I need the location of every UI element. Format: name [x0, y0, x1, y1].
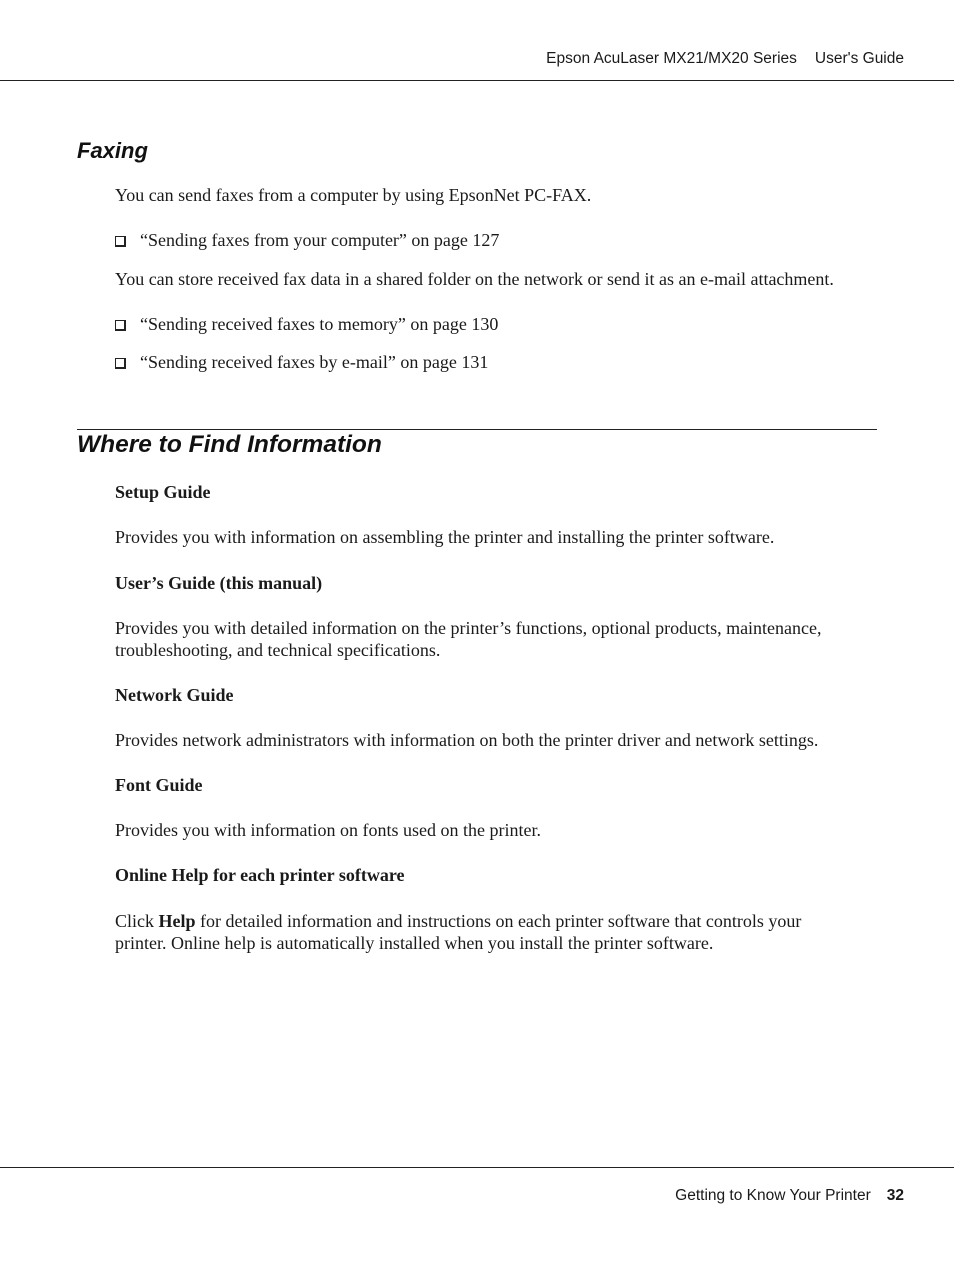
- faxing-para-2: You can store received fax data in a shared folder on the network or send it as an e-mail attachment.: [115, 269, 834, 289]
- network-guide-title: Network Guide: [115, 685, 234, 705]
- users-guide-desc-line1: Provides you with detailed information on the printer’s functions, optional products, maintenance,: [115, 618, 822, 638]
- network-guide-desc: Provides network administrators with information on both the printer driver and network settings.: [115, 730, 819, 750]
- footer-rule: [0, 1167, 954, 1168]
- setup-guide-desc: Provides you with information on assembling the printer and installing the printer software.: [115, 527, 775, 547]
- online-help-desc: [115, 910, 880, 954]
- faxing-link-1-text[interactable]: “Sending faxes from your computer” on page 127: [140, 230, 500, 250]
- online-line2: printer. Online help is automatically installed when you install the printer software.: [115, 933, 714, 953]
- header-rule: [0, 80, 954, 81]
- users-guide-desc: [115, 617, 880, 661]
- online-click: Click: [115, 911, 154, 931]
- section-rule: [77, 429, 877, 430]
- online-rest-line1: for detailed information and instructions on each printer software that controls your: [200, 911, 802, 931]
- checkbox-bullet-icon: [115, 236, 126, 247]
- checkbox-bullet-icon: [115, 320, 126, 331]
- faxing-link-3[interactable]: [115, 351, 488, 373]
- header-guide: User's Guide: [814, 50, 904, 67]
- checkbox-bullet-icon: [115, 358, 126, 369]
- online-help-title: Online Help for each printer software: [115, 865, 405, 885]
- where-heading: Where to Find Information: [77, 431, 382, 458]
- page-footer: [675, 1187, 904, 1205]
- font-guide-title: Font Guide: [115, 775, 203, 795]
- page-header: [546, 50, 904, 68]
- faxing-intro: You can send faxes from a computer by using EpsonNet PC-FAX.: [115, 185, 592, 205]
- header-product: Epson AcuLaser MX21/MX20 Series: [546, 50, 797, 67]
- users-guide-desc-line2: troubleshooting, and technical specifications.: [115, 640, 441, 660]
- page-number: 32: [886, 1187, 904, 1204]
- users-guide-title: User’s Guide (this manual): [115, 573, 323, 593]
- faxing-link-3-text[interactable]: “Sending received faxes by e-mail” on page 131: [140, 352, 489, 372]
- font-guide-desc: Provides you with information on fonts used on the printer.: [115, 820, 541, 840]
- faxing-link-1[interactable]: [115, 229, 499, 251]
- online-help-word: Help: [158, 911, 196, 931]
- faxing-link-2-text[interactable]: “Sending received faxes to memory” on page 130: [140, 314, 499, 334]
- setup-guide-title: Setup Guide: [115, 482, 211, 502]
- footer-chapter: Getting to Know Your Printer: [675, 1187, 871, 1204]
- faxing-heading: Faxing: [77, 138, 148, 163]
- faxing-link-2[interactable]: [115, 313, 498, 335]
